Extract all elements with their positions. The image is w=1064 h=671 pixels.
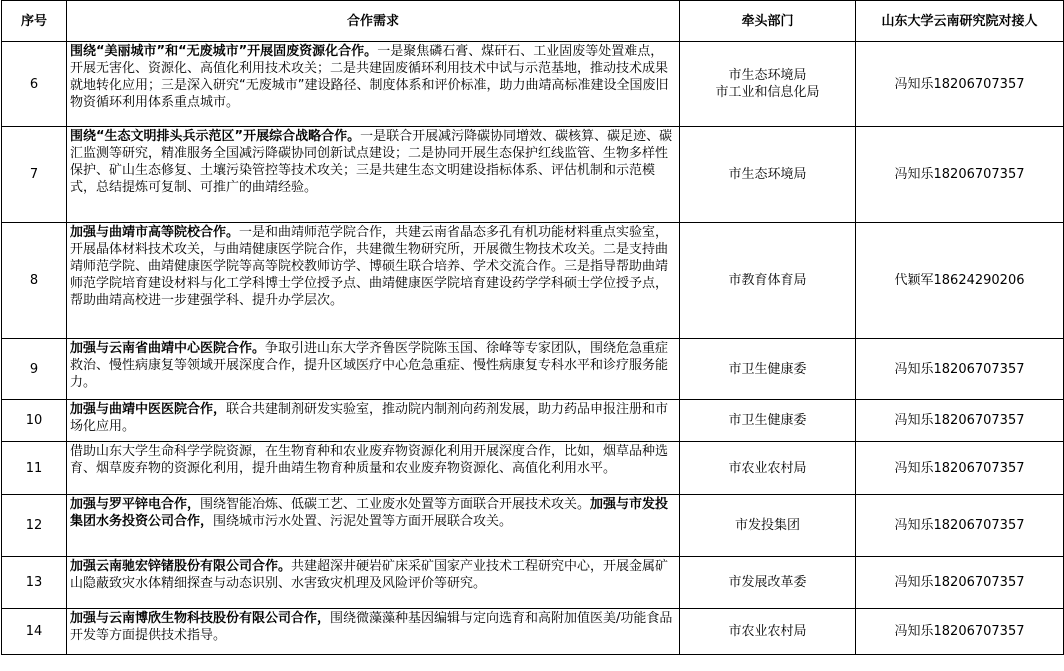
table-row [2, 400, 1064, 442]
header-dept: 牵头部门 [680, 1, 856, 42]
lead-department [680, 127, 856, 223]
lead-department [680, 495, 856, 557]
row-number: 10 [2, 400, 67, 442]
table-row [2, 609, 1064, 655]
cooperation-detail: 一是聚焦磷石膏、煤矸石、工业固废等处置难点，开展无害化、资源化、高值化利用技术攻关；二是共建固废循环利用技术中试与示范基地，推动技术成果就地转化应用；三是深入研究“无废城市”建设路径、制度体系和评价标准，助力曲靖高标准建设全国废旧物资循环利用体系重点城市。 [70, 44, 669, 110]
contact-person: 冯知乐18206707357 [856, 442, 1064, 495]
lead-department [680, 339, 856, 400]
table-row [2, 442, 1064, 495]
cooperation-detail: 共建超深井硬岩矿床采矿国家产业技术工程研究中心，开展金属矿山隐蔽致灾水体精细探查与动态识别、水害致灾机理及风险评价等研究。 [70, 559, 669, 591]
row-number: 11 [2, 442, 67, 495]
contact-person: 代颖军18624290206 [856, 223, 1064, 339]
cooperation-table [1, 0, 1064, 655]
cooperation-title: 加强与曲靖市高等院校合作。 [70, 225, 240, 240]
row-number: 6 [2, 42, 67, 127]
lead-department [680, 609, 856, 655]
cooperation-title: 围绕“美丽城市”和“无废城市”开展固废资源化合作。 [70, 44, 378, 59]
table-row [2, 223, 1064, 339]
header-num: 序号 [2, 1, 67, 42]
cooperation-title: 加强与云南省曲靖中心医院合作。 [70, 341, 266, 356]
cooperation-description [67, 609, 680, 655]
table-row [2, 127, 1064, 223]
contact-person: 冯知乐18206707357 [856, 495, 1064, 557]
cooperation-detail: 争取引进山东大学齐鲁医学院陈玉国、徐峰等专家团队，围绕危急重症救治、慢性病康复等领域开展深度合作，提升区域医疗中心危急重症、慢性病康复专科水平和诊疗服务能力。 [70, 341, 669, 390]
department-name: 市发展改革委 [728, 575, 807, 590]
lead-department [680, 42, 856, 127]
cooperation-description [67, 223, 680, 339]
lead-department [680, 400, 856, 442]
department-name: 市发投集团 [734, 518, 800, 533]
cooperation-description [67, 42, 680, 127]
department-name: 市农业农村局 [728, 624, 807, 639]
department-name: 市教育体育局 [728, 273, 807, 288]
cooperation-description [67, 339, 680, 400]
department-name: 市生态环境局 [728, 167, 807, 182]
cooperation-title: 加强与曲靖中医医院合作， [70, 402, 227, 417]
cooperation-detail: 围绕微藻藻种基因编辑与定向选育和高附加值医美/功能食品开发等方面提供技术指导。 [70, 611, 673, 643]
header-contact: 山东大学云南研究院对接人 [856, 1, 1064, 42]
row-number: 8 [2, 223, 67, 339]
cooperation-description [67, 442, 680, 495]
row-number: 9 [2, 339, 67, 400]
header-desc: 合作需求 [67, 1, 680, 42]
cooperation-detail: 围绕城市污水处置、污泥处置等方面开展联合攻关。 [213, 514, 513, 529]
row-number: 12 [2, 495, 67, 557]
cooperation-detail: 围绕智能冶炼、低碳工艺、工业废水处置等方面联合开展技术攻关。 [200, 497, 591, 512]
department-name: 市生态环境局 [728, 68, 807, 83]
cooperation-title: 围绕“生态文明排头兵示范区”开展综合战略合作。 [70, 129, 361, 144]
cooperation-description [67, 495, 680, 557]
lead-department [680, 557, 856, 609]
row-number: 13 [2, 557, 67, 609]
lead-department [680, 223, 856, 339]
contact-person: 冯知乐18206707357 [856, 609, 1064, 655]
contact-person: 冯知乐18206707357 [856, 400, 1064, 442]
cooperation-detail: 借助山东大学生命科学学院资源，在生物育种和农业废弃物资源化利用开展深度合作，比如，烟草品种选育、烟草废弃物的资源化利用，提升曲靖生物育种质量和农业废弃物资源化、高值化利用水平。 [70, 444, 669, 476]
cooperation-description [67, 557, 680, 609]
cooperation-title: 加强与罗平锌电合作， [70, 497, 201, 512]
cooperation-description [67, 400, 680, 442]
contact-person: 冯知乐18206707357 [856, 127, 1064, 223]
table-row [2, 495, 1064, 557]
department-name: 市卫生健康委 [728, 413, 807, 428]
cooperation-title: 加强与云南博欣生物科技股份有限公司合作， [70, 611, 331, 626]
contact-person: 冯知乐18206707357 [856, 42, 1064, 127]
contact-person: 冯知乐18206707357 [856, 339, 1064, 400]
cooperation-detail: 一是和曲靖师范学院合作，共建云南省晶态多孔有机功能材料重点实验室，开展晶体材料技术攻关，与曲靖健康医学院合作，共建微生物研究所，开展微生物技术攻关。二是支持曲靖师范学院、曲靖健康医学院等高等院校教师访学、博硕生联合培养、学术交流合作。三是指导帮助曲靖师范学院培育建设材料与化工学科博士学位授予点、曲靖健康医学院培育建设药学学科硕士学位授予点，帮助曲靖高校进一步建强学科、提升办学层次。 [70, 225, 669, 308]
header-row [2, 1, 1064, 42]
department-name: 市卫生健康委 [728, 361, 807, 377]
contact-person: 冯知乐18206707357 [856, 557, 1064, 609]
row-number: 14 [2, 609, 67, 655]
table-row [2, 557, 1064, 609]
cooperation-description [67, 127, 680, 223]
cooperation-detail: 一是联合开展减污降碳协同增效、碳核算、碳足迹、碳汇监测等研究，精准服务全国减污降碳协同创新试点建设；二是协同开展生态保护红线监管、生物多样性保护、矿山生态修复、土壤污染管控等技术攻关；三是共建生态文明建设指标体系、评估机制和示范模式，总结提炼可复制、可推广的曲靖经验。 [70, 129, 673, 195]
cooperation-title: 加强与市发投集团水务投资公司合作， [70, 497, 669, 529]
table-row [2, 339, 1064, 400]
department-name: 市工业和信息化局 [715, 85, 820, 100]
lead-department [680, 442, 856, 495]
table-row [2, 42, 1064, 127]
cooperation-detail: 联合共建制剂研发实验室，推动院内制剂向药剂发展，助力药品申报注册和市场化应用。 [70, 402, 669, 434]
department-name: 市农业农村局 [728, 460, 807, 476]
cooperation-title: 加强云南驰宏锌锗股份有限公司合作。 [70, 559, 292, 574]
row-number: 7 [2, 127, 67, 223]
